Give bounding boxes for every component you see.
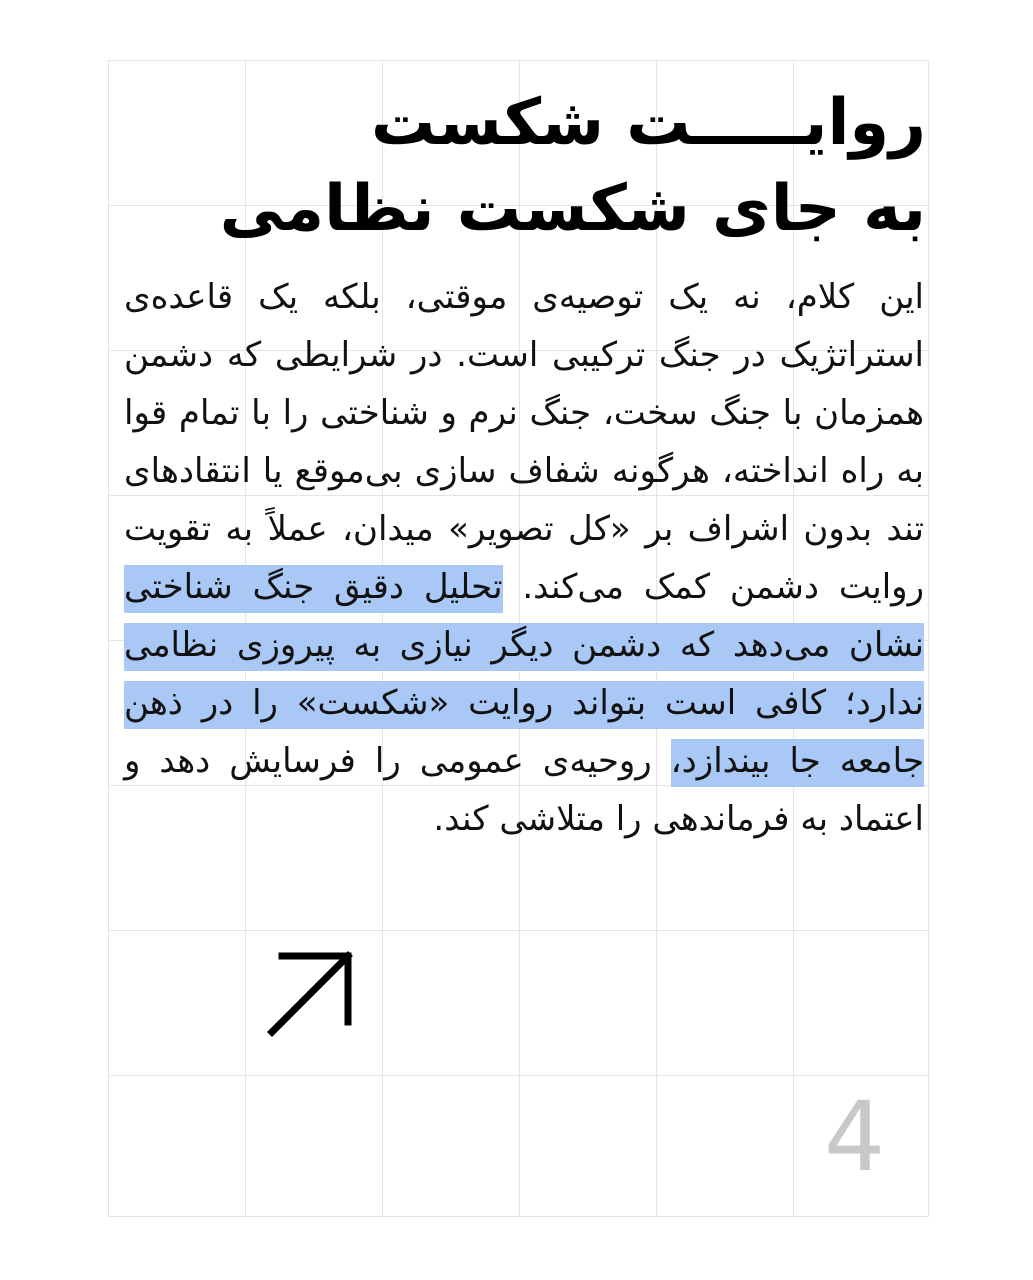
page-title — [126, 80, 926, 252]
title-line-1: روایـــــت شکست — [370, 86, 926, 160]
body-paragraph — [124, 268, 924, 848]
page-number: 4 — [824, 1081, 886, 1193]
body-text-start: این کلام، نه یک توصیه‌ی موقتی، بلکه یک قاعده‌ی استراتژیک در جنگ ترکیبی است. در شرایطی که دشمن همزمان با جنگ سخت، جنگ نرم و شناختی را با تمام قوا به راه انداخته، هرگونه شفاف سازی بی‌موقع یا انتقادهای تند بدون اشراف بر «کل تصویر» میدان، عملاً به تقویت روایت دشمن کمک می‌کند. — [124, 277, 924, 607]
title-line-2: به جای شکست نظامی — [219, 172, 926, 246]
arrow-up-right-icon — [264, 948, 356, 1040]
highlighted-text[interactable]: تحلیل دقیق جنگ شناختی نشان می‌دهد که دشمن دیگر نیازی به پیروزی نظامی ندارد؛ کافی است بتواند روایت «شکست» را در ذهن جامعه جا بیندازد، — [124, 565, 924, 787]
body-text-end: روحیه‌ی عمومی را فرسایش دهد و اعتماد به فرماندهی را متلاشی کند. — [124, 741, 924, 839]
article-page — [108, 60, 929, 1217]
